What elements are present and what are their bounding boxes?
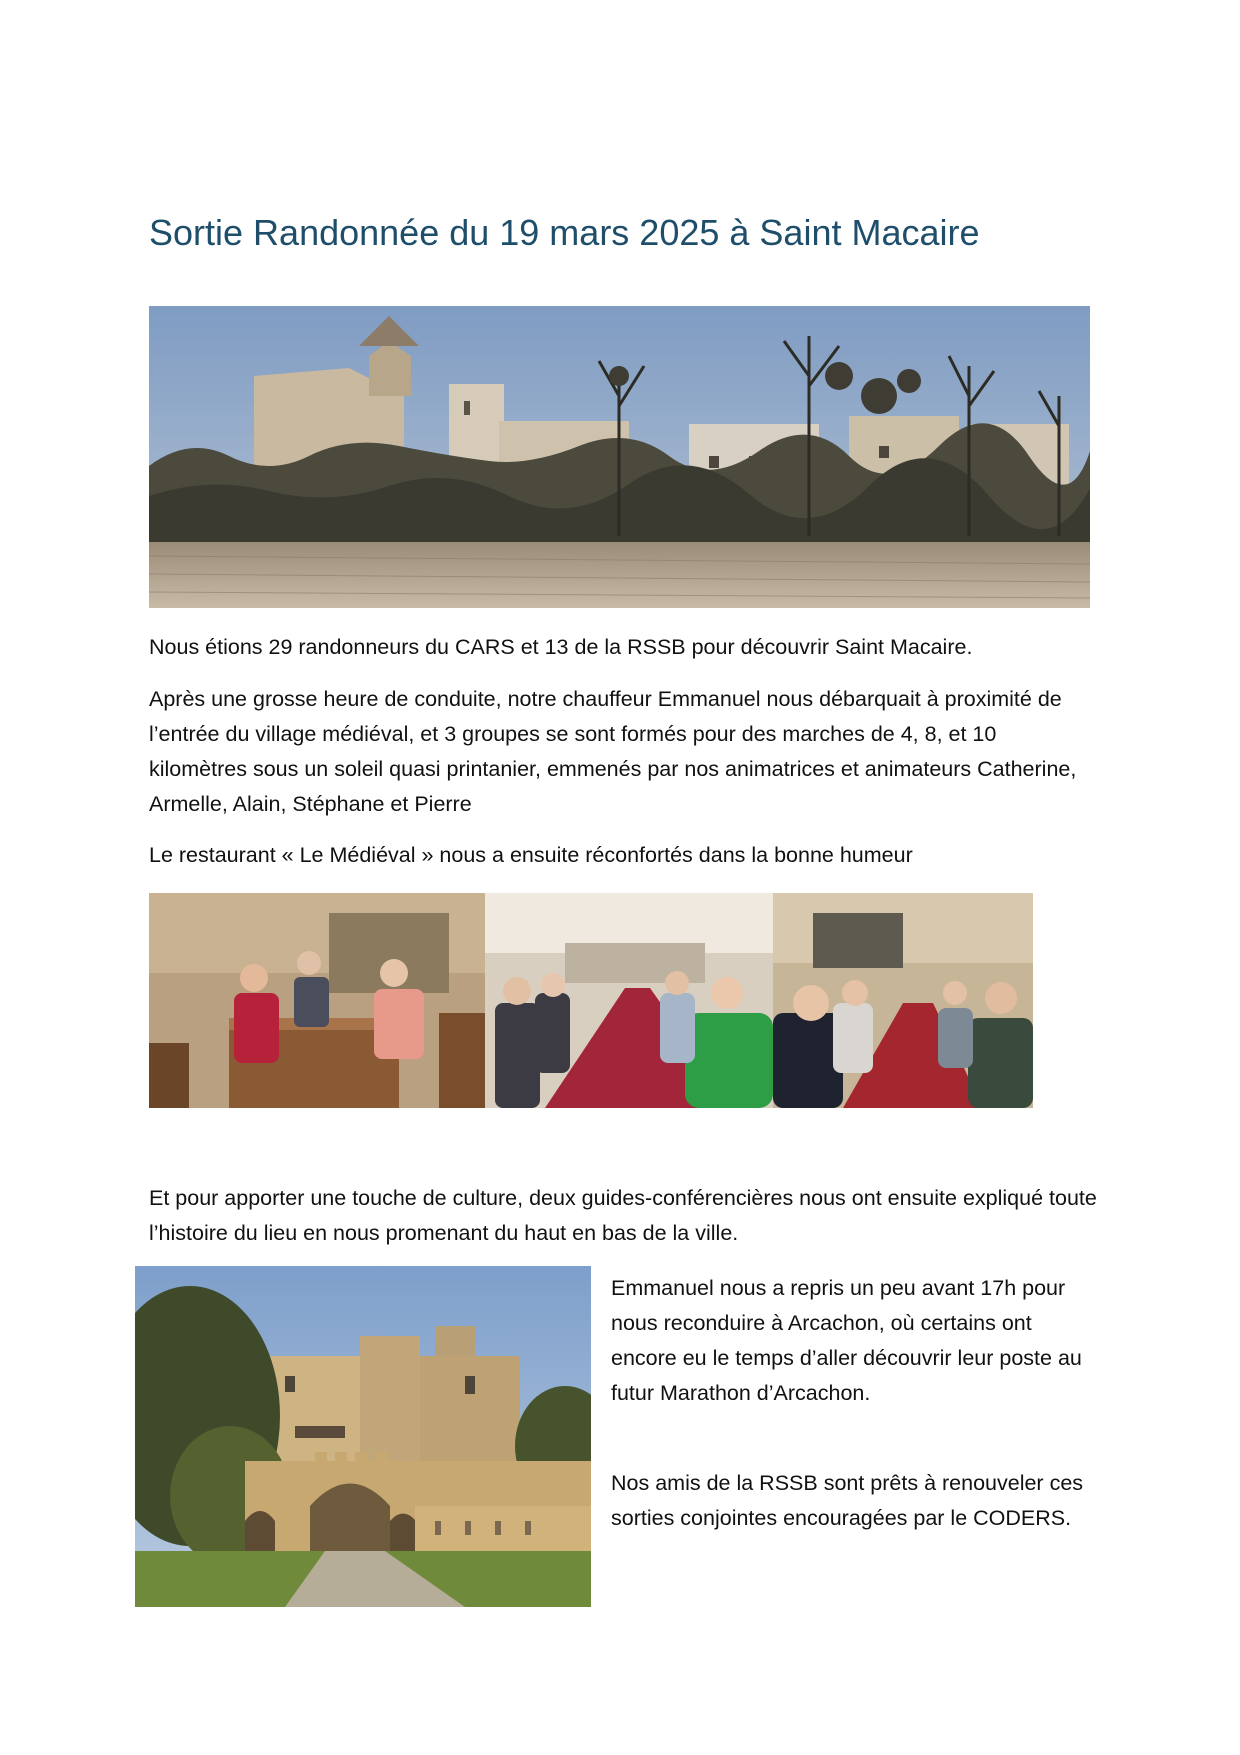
medieval-gate-photo (135, 1266, 591, 1607)
paragraph-return: Emmanuel nous a repris un peu avant 17h pour nous reconduire à Arcachon, où certains ont encore eu le temps d’aller découvrir leur poste au futur Marathon d’Arcachon. (611, 1276, 1082, 1405)
paragraph-conclusion: Nos amis de la RSSB sont prêts à renouveler ces sorties conjointes encouragées par le CODERS. (611, 1471, 1084, 1530)
restaurant-photo-3 (773, 893, 1033, 1108)
paragraph-participants: Nous étions 29 randonneurs du CARS et 13 de la RSSB pour découvrir Saint Macaire. (149, 635, 973, 659)
village-panorama-photo (149, 306, 1090, 608)
paragraph-culture: Et pour apporter une touche de culture, deux guides-conférencières nous ont ensuite expliqué toute l’histoire du lieu en nous promenant du haut en bas de la ville. (149, 1186, 1097, 1245)
paragraph-restaurant: Le restaurant « Le Médiéval » nous a ensuite réconfortés dans la bonne humeur (149, 843, 913, 867)
restaurant-photo-2 (485, 893, 773, 1108)
paragraph-hike: Après une grosse heure de conduite, notre chauffeur Emmanuel nous débarquait à proximité de l’entrée du village médiéval, et 3 groupes se sont formés pour des marches de 4, 8, et 10 kilomètres sous un soleil quasi printanier, emmenés par nos animatrices et animateurs Catherine, Armelle, Alain, Stéphane et Pierre (149, 687, 1077, 816)
restaurant-photo-1 (149, 893, 485, 1108)
page-title: Sortie Randonnée du 19 mars 2025 à Saint Macaire (149, 212, 980, 254)
